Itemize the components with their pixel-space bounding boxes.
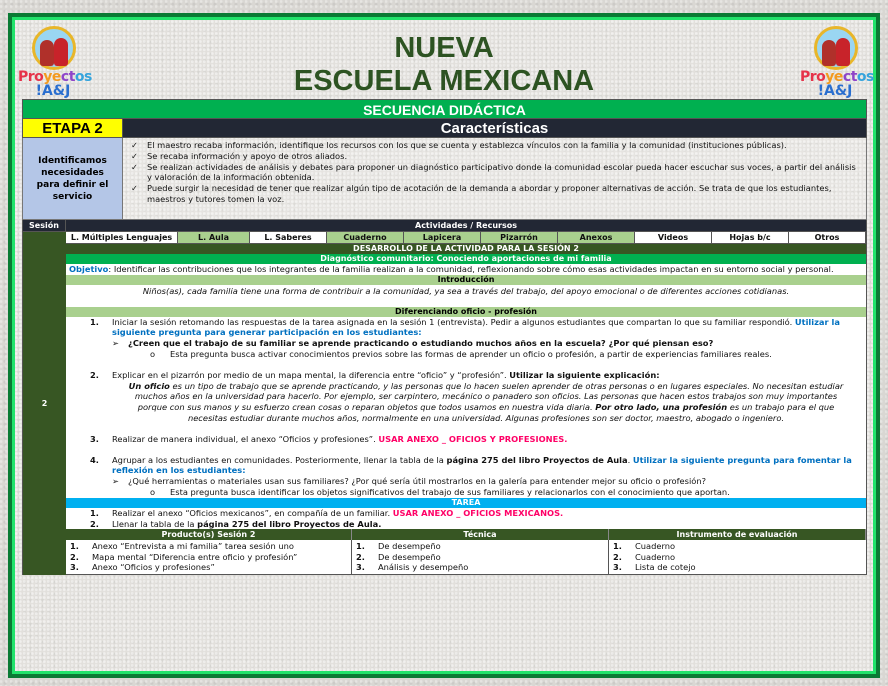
session-header: Sesión (22, 220, 66, 232)
item-number: 3. (70, 562, 79, 573)
item-number: 3. (356, 562, 365, 573)
evaluation-item (613, 541, 866, 552)
step-4-note: o Esta pregunta busca identificar los objetos significativos del trabajo de sus familiares y relacionarlos con el conocimiento que aportan. (150, 486, 730, 497)
resource-anexos: Anexos (558, 232, 635, 244)
characteristics-title: Características (123, 119, 867, 138)
resource-cuaderno: Cuaderno (327, 232, 404, 244)
instrument-header: Instrumento de evaluación (609, 529, 866, 540)
resource-videos: Videos (635, 232, 712, 244)
diagnosis-title: Diagnóstico comunitario: Conociendo aportaciones de mi familia (66, 254, 866, 264)
resource-saberes: L. Saberes (250, 232, 327, 244)
item-text: Anexo “Entrevista a mi familia” tarea sesión uno (92, 541, 294, 552)
item-number: 1. (70, 541, 79, 552)
development-title: DESARROLLO DE LA ACTIVIDAD PARA LA SESIÓN 2 (66, 244, 866, 254)
avatar-woman-icon (822, 40, 836, 66)
logo-brand-text-2: !A&J (35, 83, 71, 99)
intro-text: Niños(as), cada familia tiene una forma de contribuir a la comunidad, ya sea a través del trabajo, del apoyo emocional o de diferentes acciones cotidianas. (142, 285, 790, 296)
evaluation-item (613, 552, 866, 563)
logo-left (18, 22, 92, 100)
evaluation-header (66, 529, 866, 540)
evaluation-item (356, 552, 608, 563)
item-text: Análisis y desempeño (378, 562, 469, 573)
homework-title: TAREA (66, 498, 866, 508)
step-1-note: o Esta pregunta busca activar conocimientos previos sobre las formas de aprender un oficio o profesión, a partir de experiencias familiares reales. (150, 348, 772, 359)
arrow-bullet-icon: ➢ (112, 338, 119, 349)
step-2: 2. Explicar en el pizarrón por medio de un mapa mental, la diferencia entre “oficio” y “profesión”. Utilizar la siguiente explicación: (90, 369, 660, 380)
characteristics-list (123, 138, 867, 220)
avatar-man-icon (54, 38, 68, 66)
checkmark-icon: ✓ (131, 183, 138, 194)
step-1: 1. Iniciar la sesión retomando las respuestas de la tarea asignada en la sesión 1 (entrevista). Pedir a algunos estudiantes que compartan lo que su familiar respondió. Utilizar la siguiente pregunta para generar participación en los estudiantes: (90, 316, 840, 338)
products-header: Producto(s) Sesión 2 (66, 529, 352, 540)
evaluation-body (66, 540, 866, 575)
didactic-sequence-document (22, 99, 867, 575)
characteristic-item: ✓ Puede surgir la necesidad de tener que realizar algún tipo de acotación de la demanda a abordar y proponer alternativas de acción. Se trata de que los estudiantes, maestros y tutores tomen la voz. (131, 183, 832, 204)
circle-bullet-icon: o (150, 486, 156, 497)
item-text: De desempeño (378, 551, 441, 562)
activities-header: Actividades / Recursos (66, 220, 867, 232)
technique-header: Técnica (352, 529, 609, 540)
item-number: 3. (613, 562, 622, 573)
objective-label: Objetivo (69, 264, 109, 274)
session-number: 2 (22, 232, 66, 575)
item-number: 1. (613, 541, 622, 552)
item-number: 2. (70, 551, 79, 562)
step-3: 3. Realizar de manera individual, el anexo “Oficios y profesiones”. USAR ANEXO _ OFICIOS Y PROFESIONES. (90, 433, 568, 444)
characteristic-item: ✓ Se realizan actividades de análisis y debates para proponer un diagnóstico participativo donde la comunidad escolar pueda hacer escuchar sus voces, a partir del análisis y valoración de la información obtenida. (131, 161, 856, 183)
resource-aula: L. Aula (178, 232, 250, 244)
logo-brand-text: Proyectos (800, 69, 874, 85)
evaluation-item (70, 552, 351, 563)
item-text: Mapa mental “Diferencia entre oficio y profesión” (92, 551, 298, 562)
avatar-man-icon (836, 38, 850, 66)
resource-pizarron: Pizarrón (481, 232, 558, 244)
checkmark-icon: ✓ (131, 140, 138, 150)
step-4-question: ➢ ¿Qué herramientas o materiales usan sus familiares? ¿Por qué sería útil mostrarlos en la galería para entender mejor su oficio o profesión? (112, 476, 707, 487)
resource-multiples-lenguajes: L. Múltiples Lenguajes (66, 232, 178, 244)
item-number: 1. (356, 541, 365, 552)
checkmark-icon: ✓ (131, 161, 138, 172)
characteristic-item: ✓ El maestro recaba información, identifique los recursos con los que se cuenta y establezca vínculos con la familia y la comunidad (instituciones públicas). (131, 140, 787, 150)
session-content (66, 232, 867, 575)
item-text: Cuaderno (635, 551, 676, 562)
page-title-line2: ESCUELA MEXICANA (293, 65, 595, 97)
stage-side-label: Identificamos necesidades para definir el servicio (22, 138, 123, 220)
item-text: Lista de cotejo (635, 562, 696, 573)
evaluation-item (613, 562, 866, 573)
evaluation-item (356, 562, 608, 573)
step-4: 4. Agrupar a los estudiantes en comunidades. Posteriormente, llenar la tabla de la página 275 del libro Proyectos de Aula. Utilizar la siguiente pregunta para fomentar la reflexión en los estudiantes: (90, 454, 852, 476)
stage-label: ETAPA 2 (22, 119, 123, 138)
step-1-question: ➢ ¿Creen que el trabajo de su familiar se aprende practicando o estudiando muchos años en la escuela? ¿Por qué piensan eso? (112, 338, 714, 349)
homework-2: 2. Llenar la tabla de la página 275 del libro Proyectos de Aula. (90, 518, 382, 529)
page-title-line1: NUEVA (394, 32, 494, 64)
item-number: 2. (613, 551, 622, 562)
item-text: Cuaderno (635, 541, 676, 552)
step-2-explanation: Un oficio es un tipo de trabajo que se aprende practicando, y las personas que lo hacen suelen aprender de otras personas o en lugares especiales. No necesitan estudiar muchos años en la universidad para hacerlo. Por ejemplo, ser carpintero, mecánico o panadero son oficios. Las personas que hacen estos trabajos son muy importantes porque con sus manos y su esfuerzo crean cosas o reparan objetos que todos usamos en nuestra vida diaria. Por otro lado, una profesión es un trabajo para el que necesitas estudiar durante muchos años, normalmente en una universidad. Algunas profesiones son ser doctor, maestro, abogado o ingeniero. (128, 380, 844, 423)
resource-hojas: Hojas b/c (712, 232, 789, 244)
evaluation-item (70, 562, 351, 573)
item-text: De desempeño (378, 541, 441, 552)
checkmark-icon: ✓ (131, 150, 138, 161)
logo-brand-text-2: !A&J (817, 83, 853, 99)
arrow-bullet-icon: ➢ (112, 476, 119, 487)
resource-lapicera: Lapicera (404, 232, 481, 244)
item-text: Anexo “Oficios y profesiones” (92, 562, 215, 573)
avatar-woman-icon (40, 40, 54, 66)
homework-1: 1. Realizar el anexo “Oficios mexicanos”, en compañía de un familiar. USAR ANEXO _ OFICIOS MEXICANOS. (90, 507, 564, 518)
evaluation-item (356, 541, 608, 552)
intro-title: Introducción (66, 275, 866, 285)
logo-brand-text: Proyectos (18, 69, 92, 85)
evaluation-item (70, 541, 351, 552)
products-column (66, 540, 352, 574)
logo-right (800, 22, 874, 100)
circle-bullet-icon: o (150, 348, 156, 359)
resource-otros: Otros (789, 232, 866, 244)
subtitle-bar: SECUENCIA DIDÁCTICA (22, 99, 867, 119)
characteristic-item: ✓ Se recaba información y apoyo de otros aliados. (131, 150, 348, 161)
techniques-column (352, 540, 609, 574)
resources-row (66, 232, 866, 244)
item-number: 2. (356, 551, 365, 562)
section-title: Diferenciando oficio - profesión (66, 307, 866, 317)
objective: Objetivo: Identificar las contribuciones que los integrantes de la familia realizan a la comunidad, reflexionando sobre cómo esas actividades impactan en su entorno social y personal. (69, 264, 834, 274)
instruments-column (609, 540, 866, 574)
